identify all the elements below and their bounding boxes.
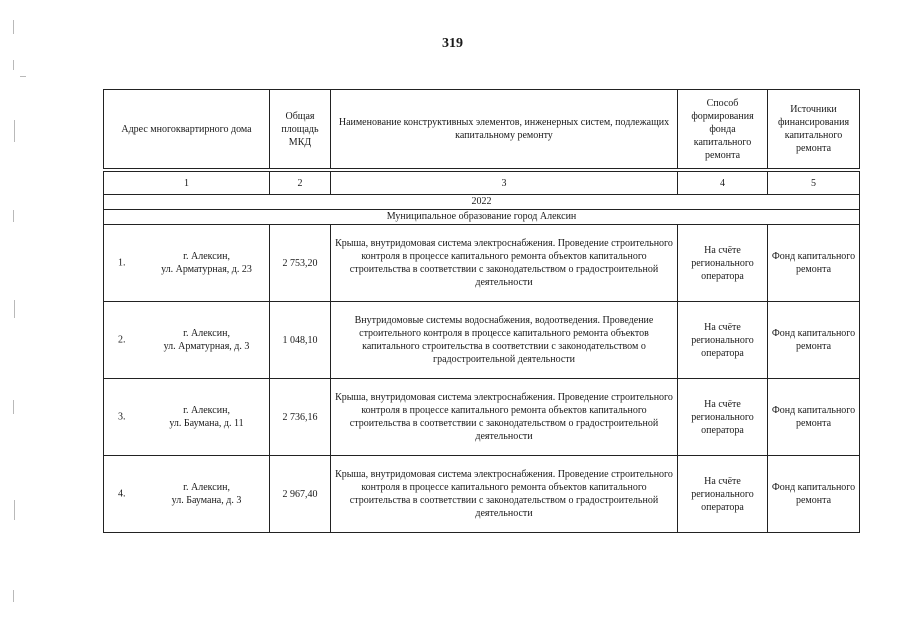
header-address: Адрес многоквартирного дома (104, 90, 270, 169)
address-line: г. Алексин, (183, 328, 230, 339)
funding-source-cell: Фонд капитального ремонта (768, 379, 860, 456)
scan-artifact (13, 400, 14, 414)
header-works: Наименование конструктивных элементов, инженерных систем, подлежащих капитальному ремонту (331, 90, 678, 169)
area-cell: 2 736,16 (270, 379, 331, 456)
address-line: ул. Арматурная, д. 3 (163, 341, 250, 352)
address-cell (104, 379, 270, 456)
area-cell: 2 967,40 (270, 456, 331, 533)
column-number-row (104, 172, 860, 195)
address-cell (104, 302, 270, 379)
works-cell: Крыша, внутридомовая система электроснабжения. Проведение строительного контроля в процессе капитального ремонта объектов капитального строительства в соответствии с законодательством о градостроительной деятельности (331, 379, 678, 456)
area-cell: 2 753,20 (270, 225, 331, 302)
capital-repair-table (103, 89, 860, 533)
scan-artifact (13, 210, 14, 222)
row-index: 4. (118, 488, 126, 500)
column-number: 5 (768, 172, 860, 195)
works-cell: Крыша, внутридомовая система электроснабжения. Проведение строительного контроля в процессе капитального ремонта объектов капитального строительства в соответствии с законодательством о градостроительной деятельности (331, 225, 678, 302)
row-index: 1. (118, 257, 126, 269)
scan-artifact (14, 120, 15, 142)
header-fund-method: Способ формирования фонда капитального ремонта (678, 90, 768, 169)
scan-artifact (13, 60, 14, 70)
column-number: 3 (331, 172, 678, 195)
funding-source-cell: Фонд капитального ремонта (768, 302, 860, 379)
works-cell: Крыша, внутридомовая система электроснабжения. Проведение строительного контроля в процессе капитального ремонта объектов капитального строительства в соответствии с законодательством о градостроительной деятельности (331, 456, 678, 533)
scan-artifact (14, 500, 15, 520)
address-line: г. Алексин, (183, 251, 230, 262)
fund-method-cell: На счёте регионального оператора (678, 225, 768, 302)
table-row (104, 225, 860, 302)
year-cell: 2022 (104, 195, 860, 210)
page-number: 319 (442, 36, 463, 51)
fund-method-cell: На счёте регионального оператора (678, 302, 768, 379)
funding-source-cell: Фонд капитального ремонта (768, 456, 860, 533)
scan-artifact (13, 20, 14, 34)
funding-source-cell: Фонд капитального ремонта (768, 225, 860, 302)
header-area: Общая площадь МКД (270, 90, 331, 169)
column-number: 1 (104, 172, 270, 195)
table-row (104, 379, 860, 456)
fund-method-cell: На счёте регионального оператора (678, 456, 768, 533)
column-number: 4 (678, 172, 768, 195)
address-cell (104, 225, 270, 302)
address-line: г. Алексин, (183, 482, 230, 493)
row-index: 2. (118, 334, 126, 346)
address-line: г. Алексин, (183, 405, 230, 416)
scan-artifact (14, 300, 15, 318)
scan-artifact (13, 590, 14, 602)
table-row (104, 456, 860, 533)
address-line: ул. Баумана, д. 3 (171, 495, 242, 506)
scan-artifact (20, 76, 26, 77)
municipality-row (104, 210, 860, 225)
address-line: ул. Баумана, д. 11 (169, 418, 244, 429)
municipality-cell: Муниципальное образование город Алексин (104, 210, 860, 225)
row-index: 3. (118, 411, 126, 423)
column-number: 2 (270, 172, 331, 195)
address-cell (104, 456, 270, 533)
year-row (104, 195, 860, 210)
header-funding-source: Источники финансирования капитального ремонта (768, 90, 860, 169)
header-row (104, 90, 860, 169)
fund-method-cell: На счёте регионального оператора (678, 379, 768, 456)
area-cell: 1 048,10 (270, 302, 331, 379)
works-cell: Внутридомовые системы водоснабжения, водоотведения. Проведение строительного контроля в процессе капитального ремонта объектов капитального строительства в соответствии с законодательством о градостроительной деятельности (331, 302, 678, 379)
table-row (104, 302, 860, 379)
address-line: ул. Арматурная, д. 23 (161, 264, 252, 275)
